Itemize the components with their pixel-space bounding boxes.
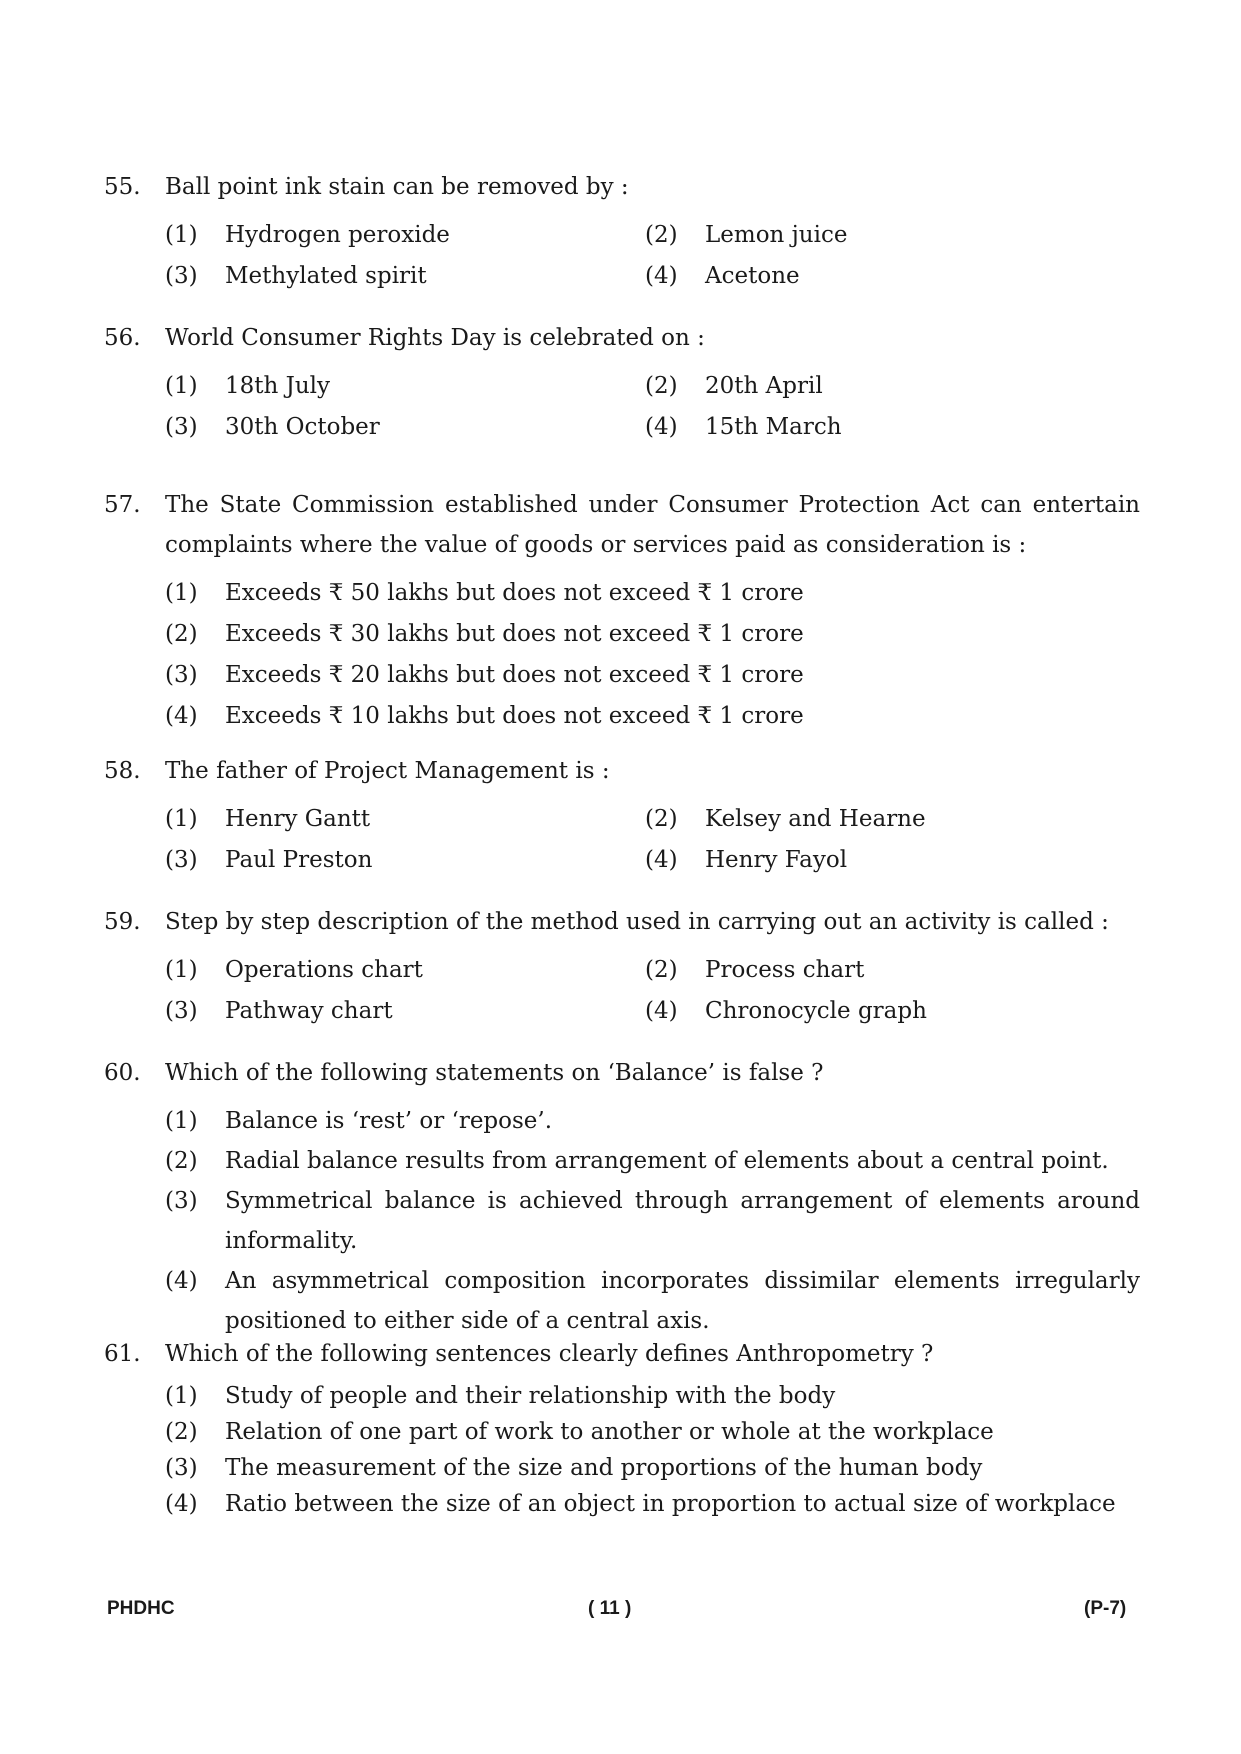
option-text: Kelsey and Hearne: [705, 806, 926, 832]
option-number: (1): [165, 806, 198, 832]
question-text: Ball point ink stain can be removed by :: [165, 174, 629, 200]
option-number: (4): [165, 1268, 198, 1294]
question-number: 56.: [104, 325, 141, 351]
option-2: [165, 1414, 1140, 1450]
footer-set-code: (P-7): [1084, 1598, 1127, 1619]
question-59: [104, 902, 1140, 1032]
option-number: (3): [165, 263, 198, 289]
option-number: (2): [165, 621, 198, 647]
question-number: 57.: [104, 492, 141, 518]
question-text: Which of the following statements on ‘Balance’ is false ?: [165, 1060, 824, 1086]
question-57: [104, 485, 1140, 737]
option-number: (1): [165, 1108, 198, 1134]
option-3: [165, 1181, 1140, 1261]
question-number: 55.: [104, 174, 141, 200]
question-56: [104, 318, 1140, 448]
option-text: Henry Fayol: [705, 847, 848, 873]
option-number: (4): [645, 414, 678, 440]
option-text: Exceeds ₹ 50 lakhs but does not exceed ₹ 1 crore: [225, 580, 804, 606]
question-55: [104, 167, 1140, 297]
question-number: 58.: [104, 758, 141, 784]
option-text: Exceeds ₹ 30 lakhs but does not exceed ₹ 1 crore: [225, 621, 804, 647]
option-1: [165, 1378, 1140, 1414]
option-number: (1): [165, 373, 198, 399]
option-number: (3): [165, 847, 198, 873]
question-58: [104, 751, 1140, 881]
option-text: Lemon juice: [705, 222, 848, 248]
option-4: [165, 1486, 1140, 1522]
option-text: 30th October: [225, 414, 380, 440]
option-number: (1): [165, 580, 198, 606]
option-number: (2): [645, 957, 678, 983]
question-number: 59.: [104, 909, 141, 935]
option-number: (3): [165, 414, 198, 440]
option-1: [165, 1101, 1140, 1141]
option-text: Chronocycle graph: [705, 998, 927, 1024]
options-grid: [104, 799, 1140, 881]
option-2: [165, 1141, 1140, 1181]
option-number: (2): [165, 1148, 198, 1174]
option-text: Methylated spirit: [225, 263, 427, 289]
option-text: Relation of one part of work to another or whole at the workplace: [225, 1419, 994, 1445]
question-text: The father of Project Management is :: [165, 758, 610, 784]
footer-paper-code: PHDHC: [107, 1598, 175, 1619]
option-number: (2): [645, 806, 678, 832]
option-number: (4): [645, 998, 678, 1024]
options-list: [104, 1378, 1140, 1522]
option-number: (3): [165, 1188, 198, 1214]
option-text: An asymmetrical composition incorporates dissimilar elements irregularly positioned to either side of a central axis.: [225, 1268, 1140, 1334]
option-text: Exceeds ₹ 10 lakhs but does not exceed ₹ 1 crore: [225, 703, 804, 729]
option-number: (3): [165, 662, 198, 688]
option-number: (4): [645, 847, 678, 873]
option-text: Symmetrical balance is achieved through arrangement of elements around informality.: [225, 1188, 1140, 1254]
question-text: The State Commission established under Consumer Protection Act can entertain complaints where the value of goods or services paid as consideration is :: [165, 492, 1140, 558]
question-60: [104, 1053, 1140, 1341]
option-number: (4): [165, 1491, 198, 1517]
option-number: (2): [645, 373, 678, 399]
option-text: Radial balance results from arrangement of elements about a central point.: [225, 1148, 1109, 1174]
option-text: Exceeds ₹ 20 lakhs but does not exceed ₹ 1 crore: [225, 662, 804, 688]
option-text: Operations chart: [225, 957, 423, 983]
option-text: Balance is ‘rest’ or ‘repose’.: [225, 1108, 553, 1134]
question-text: Step by step description of the method used in carrying out an activity is called :: [165, 909, 1109, 935]
option-3: [165, 1450, 1140, 1486]
option-text: Henry Gantt: [225, 806, 371, 832]
option-text: 18th July: [225, 373, 331, 399]
option-text: 15th March: [705, 414, 842, 440]
option-number: (1): [165, 222, 198, 248]
option-number: (2): [645, 222, 678, 248]
question-number: 61.: [104, 1341, 141, 1367]
option-text: The measurement of the size and proportions of the human body: [225, 1455, 983, 1481]
question-text: World Consumer Rights Day is celebrated on :: [165, 325, 705, 351]
options-list: [104, 573, 1140, 737]
option-number: (3): [165, 1455, 198, 1481]
option-text: Paul Preston: [225, 847, 373, 873]
option-text: Hydrogen peroxide: [225, 222, 450, 248]
option-number: (3): [165, 998, 198, 1024]
option-number: (1): [165, 957, 198, 983]
options-grid: [104, 366, 1140, 448]
option-number: (1): [165, 1383, 198, 1409]
option-text: Acetone: [705, 263, 800, 289]
option-text: Ratio between the size of an object in proportion to actual size of workplace: [225, 1491, 1116, 1517]
option-number: (4): [645, 263, 678, 289]
options-list: [104, 1101, 1140, 1341]
footer-page-number: ( 11 ): [588, 1598, 632, 1619]
question-text: Which of the following sentences clearly defines Anthropometry ?: [165, 1341, 934, 1367]
option-text: Process chart: [705, 957, 865, 983]
options-grid: [104, 950, 1140, 1032]
question-61: [104, 1334, 1140, 1522]
option-text: 20th April: [705, 373, 823, 399]
option-number: (2): [165, 1419, 198, 1445]
options-grid: [104, 215, 1140, 297]
question-number: 60.: [104, 1060, 141, 1086]
option-4: [165, 1261, 1140, 1341]
option-text: Pathway chart: [225, 998, 393, 1024]
option-number: (4): [165, 703, 198, 729]
option-text: Study of people and their relationship with the body: [225, 1383, 836, 1409]
